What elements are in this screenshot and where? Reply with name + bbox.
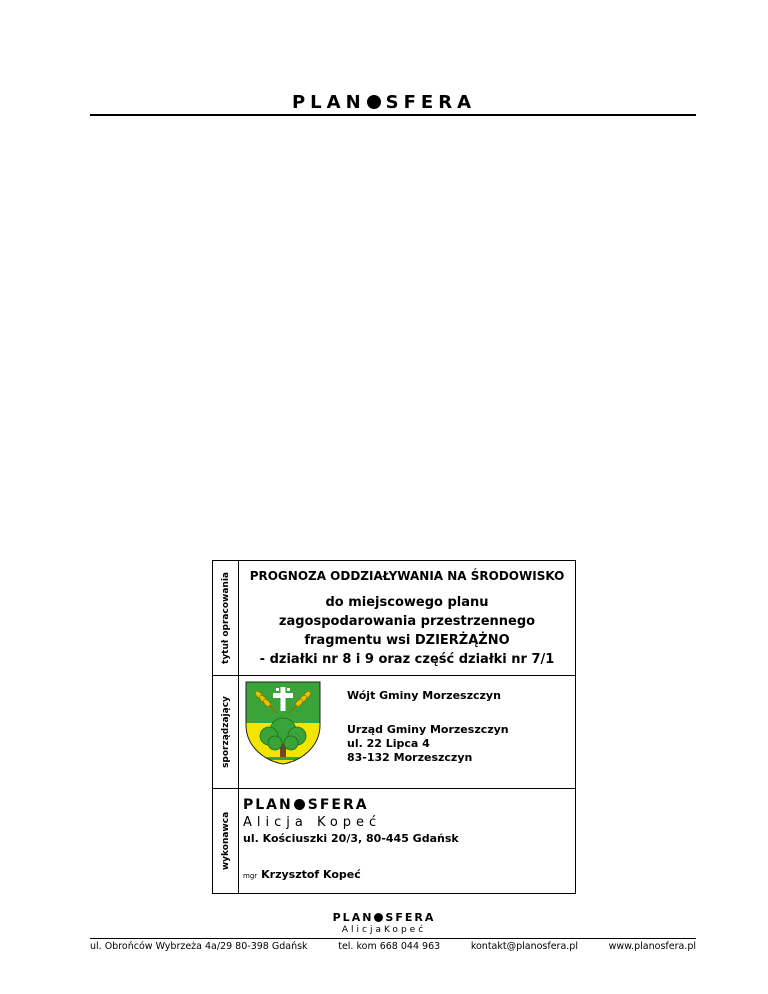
document-type-heading: PROGNOZA ODDZIAŁYWANIA NA ŚRODOWISKO bbox=[249, 569, 565, 583]
contractor-logo-left: PLAN bbox=[243, 797, 293, 813]
footer-email[interactable]: kontakt@planosfera.pl bbox=[470, 941, 578, 952]
footer-logo bbox=[0, 911, 768, 924]
author bbox=[243, 868, 361, 881]
contractor-owner: Alicja Kopeć bbox=[243, 815, 382, 830]
section-divider bbox=[239, 788, 575, 789]
footer-owner: AlicjaKopeć bbox=[341, 925, 427, 935]
footer-address: ul. Obrońców Wybrzeża 4a/29 80-398 Gdańsk bbox=[90, 941, 308, 952]
commissioner-address bbox=[347, 723, 509, 765]
office-street: ul. 22 Lipca 4 bbox=[347, 737, 430, 750]
side-divider bbox=[213, 675, 238, 676]
side-label-title: tytuł opracowania bbox=[221, 572, 231, 664]
coat-of-arms-icon bbox=[245, 681, 321, 765]
header-logo-right: SFERA bbox=[385, 92, 477, 113]
contractor-logo-right: SFERA bbox=[307, 797, 369, 813]
office-city: 83-132 Morzeszczyn bbox=[347, 751, 473, 764]
document-title bbox=[239, 593, 575, 669]
commissioner-name: Wójt Gminy Morzeszczyn bbox=[347, 689, 501, 702]
header-logo-left: PLAN bbox=[291, 92, 366, 113]
side-divider bbox=[213, 788, 238, 789]
contractor-logo bbox=[243, 797, 369, 813]
logo-dot-icon bbox=[367, 95, 381, 109]
section-divider bbox=[239, 675, 575, 676]
header-divider bbox=[90, 114, 696, 116]
header-logo bbox=[0, 92, 768, 113]
side-label-commissioner: sporządzający bbox=[221, 696, 231, 768]
footer-logo-left: PLAN bbox=[332, 911, 374, 924]
footer-divider bbox=[90, 938, 696, 939]
title-line: - działki nr 8 i 9 oraz część działki nr 7/1 bbox=[259, 652, 555, 667]
footer-website[interactable]: www.planosfera.pl bbox=[608, 941, 696, 952]
footer-logo-right: SFERA bbox=[385, 911, 436, 924]
author-name: Krzysztof Kopeć bbox=[261, 868, 361, 881]
author-title: mgr bbox=[243, 872, 258, 880]
logo-dot-icon bbox=[294, 799, 305, 810]
title-line: do miejscowego planu bbox=[325, 595, 489, 610]
title-block bbox=[212, 560, 576, 894]
footer-phone: tel. kom 668 044 963 bbox=[338, 941, 441, 952]
title-line: zagospodarowania przestrzennego bbox=[278, 614, 536, 629]
office-name: Urząd Gminy Morzeszczyn bbox=[347, 723, 509, 736]
contractor-address: ul. Kościuszki 20/3, 80-445 Gdańsk bbox=[243, 832, 459, 845]
footer-contact bbox=[90, 941, 696, 952]
title-line: fragmentu wsi DZIERŻĄŻNO bbox=[304, 633, 510, 648]
logo-dot-icon bbox=[374, 913, 383, 922]
side-label-contractor: wykonawca bbox=[221, 811, 231, 871]
side-label-column bbox=[213, 561, 239, 893]
